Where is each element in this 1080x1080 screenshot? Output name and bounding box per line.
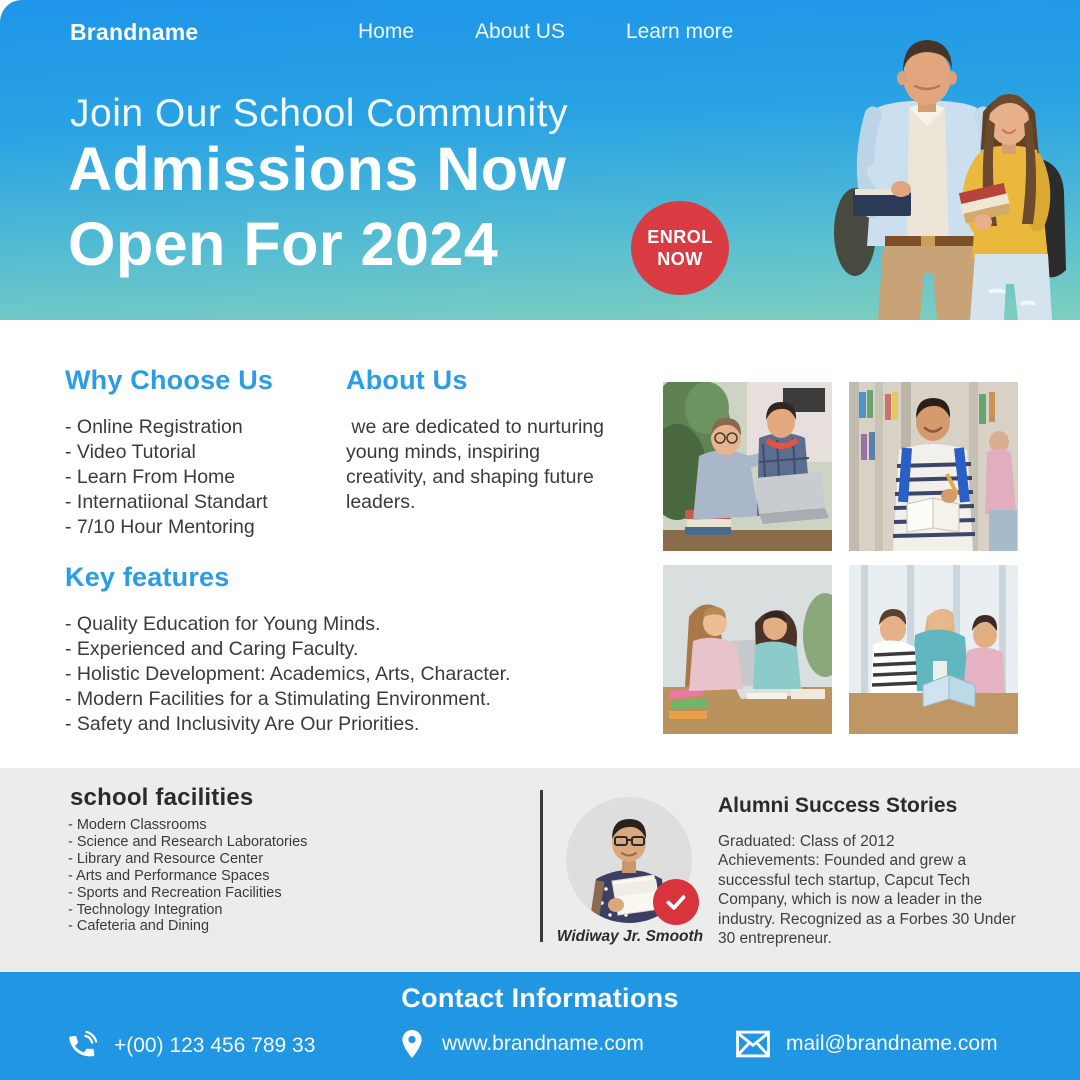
contact-heading: Contact Informations	[401, 983, 679, 1013]
alumni-graduated: Graduated: Class of 2012	[718, 833, 895, 850]
nav-learn-more[interactable]: Learn more	[625, 20, 734, 43]
hero-section	[0, 0, 1080, 320]
contact-footer	[0, 972, 1080, 1080]
facilities-band	[0, 768, 1080, 972]
hero-title-line2: Open For 2024	[68, 210, 499, 278]
main-nav	[358, 20, 733, 44]
hero-students-photo	[768, 20, 1080, 320]
enrol-label-line2: NOW	[657, 249, 703, 269]
about-us-text: we are dedicated to nurturing young minds, inspiring creativity, and shaping future leaders.	[346, 416, 610, 513]
key-features-list	[65, 612, 510, 737]
hero-subtitle: Join Our School Community	[70, 92, 569, 135]
list-item: - Modern Classrooms	[68, 817, 207, 833]
list-item: - Safety and Inclusivity Are Our Priorities.	[65, 713, 420, 735]
website-url: www.brandname.com	[442, 1032, 644, 1055]
email-address: mail@brandname.com	[786, 1032, 998, 1055]
alumni-section	[718, 794, 1018, 948]
verified-badge	[653, 879, 699, 925]
list-item: - 7/10 Hour Mentoring	[65, 516, 255, 538]
photo-library-student	[849, 382, 1018, 551]
list-item: - Sports and Recreation Facilities	[68, 884, 282, 901]
nav-home[interactable]: Home	[358, 20, 415, 43]
list-item: - Internatiional Standart	[65, 491, 268, 513]
alumni-heading: Alumni Success Stories	[718, 794, 958, 817]
why-choose-us-section	[65, 365, 273, 540]
enrol-now-button[interactable]	[631, 201, 729, 295]
checkmark-icon	[663, 889, 689, 915]
location-pin-icon	[396, 1028, 428, 1060]
school-facilities-heading: school facilities	[70, 784, 254, 811]
contact-email[interactable]	[734, 1028, 998, 1060]
alumni-name: Widiway Jr. Smooth	[556, 928, 704, 945]
photo-students-outdoors	[663, 382, 832, 551]
list-item: - Experienced and Caring Faculty.	[65, 638, 359, 660]
key-features-heading: Key features	[65, 562, 230, 592]
photo-group-reading	[849, 565, 1018, 734]
contact-phone[interactable]	[64, 1028, 315, 1064]
list-item: - Cafeteria and Dining	[68, 918, 210, 935]
list-item: - Modern Facilities for a Stimulating Environment.	[65, 688, 491, 710]
about-us-heading: About Us	[346, 365, 468, 395]
hero-title	[68, 132, 566, 282]
list-item: - Quality Education for Young Minds.	[65, 613, 381, 635]
list-item: - Online Registration	[65, 416, 243, 438]
hero-title-line1: Admissions Now	[68, 135, 567, 203]
why-choose-us-heading: Why Choose Us	[65, 365, 274, 395]
photo-girls-studying	[663, 565, 832, 734]
brand-logo[interactable]: Brandname	[70, 19, 199, 45]
list-item: - Arts and Performance Spaces	[68, 867, 270, 884]
list-item: - Video Tutorial	[65, 441, 196, 463]
list-item: - Holistic Development: Academics, Arts, Character.	[65, 663, 511, 685]
campus-photo-grid	[663, 382, 1018, 734]
nav-about-us[interactable]: About US	[475, 20, 565, 43]
enrol-label-line1: ENROL	[647, 227, 713, 247]
list-item: - Learn From Home	[65, 466, 236, 488]
key-features-section	[65, 562, 510, 737]
phone-number: +(00) 123 456 789 33	[114, 1034, 316, 1057]
list-item: - Library and Resource Center	[68, 850, 264, 867]
alumni-achievements: Achievements: Founded and grew a successful tech startup, Capcut Tech Company, which is now a leader in the industry. Recognized as a Forbes 30 Under 30 entrepreneur.	[718, 852, 1016, 948]
school-facilities-list	[68, 817, 307, 935]
contact-website[interactable]	[396, 1028, 644, 1060]
list-item: - Technology Integration	[68, 901, 223, 918]
phone-icon	[64, 1028, 100, 1064]
vertical-divider	[540, 790, 543, 942]
list-item: - Science and Research Laboratories	[68, 833, 308, 850]
about-us-section	[346, 365, 610, 515]
envelope-icon	[734, 1028, 772, 1060]
alumni-avatar-wrap	[566, 797, 692, 923]
why-choose-us-list	[65, 415, 273, 540]
